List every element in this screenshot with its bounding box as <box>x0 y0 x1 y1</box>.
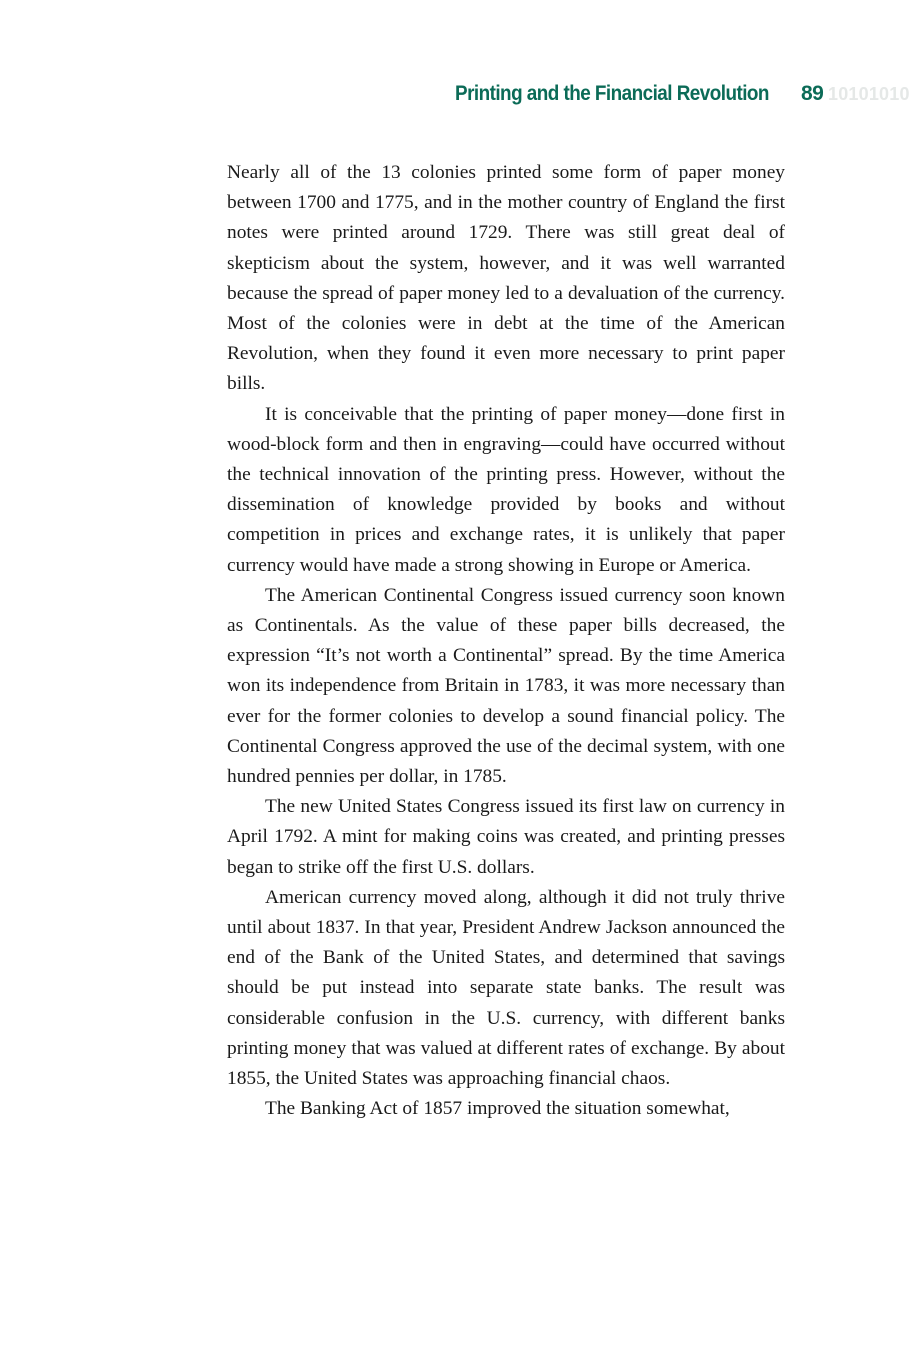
paragraph: American currency moved along, although it did not truly thrive until about 1837. In that year, President Andrew Jackson announced the end of the Bank of the United States, and determined that savings should be put instead into separate state banks. The result was considerable confusion in the U.S. currency, with different banks printing money that was valued at different rates of exchange. By about 1855, the United States was approaching financial chaos. <box>227 886 785 1090</box>
running-header <box>440 80 910 110</box>
running-title: Printing and the Financial Revolution <box>455 82 769 105</box>
body-text <box>227 158 785 1125</box>
page-number: 89 <box>801 82 824 105</box>
paragraph: It is conceivable that the printing of paper money—done first in wood-block form and then in engraving—could have occurred without the technical innovation of the printing press. However, without the dissemination of knowledge provided by books and without competition in prices and exchange rates, it is unlikely that paper currency would have made a strong showing in Europe or America. <box>227 403 785 576</box>
paragraph: Nearly all of the 13 colonies printed some form of paper money between 1700 and 1775, and in the mother country of England the first notes were printed around 1729. There was still great deal of skepticism about the system, however, and it was well warranted because the spread of paper money led to a devaluation of the currency. Most of the colonies were in debt at the time of the American Revolution, when they found it even more necessary to print paper bills. <box>227 162 785 395</box>
paragraph: The new United States Congress issued its first law on currency in April 1792. A mint for making coins was created, and printing presses began to strike off the first U.S. dollars. <box>227 796 785 878</box>
paragraph: The American Continental Congress issued currency soon known as Continentals. As the value of these paper bills decreased, the expression “It’s not worth a Continental” spread. By the time America won its independence from Britain in 1783, it was more necessary than ever for the former colonies to develop a sound financial policy. The Continental Congress approved the use of the decimal system, with one hundred pennies per dollar, in 1785. <box>227 584 785 788</box>
binary-ornament: 10101010 <box>828 84 910 104</box>
paragraph: The Banking Act of 1857 improved the situation somewhat, <box>265 1098 730 1120</box>
